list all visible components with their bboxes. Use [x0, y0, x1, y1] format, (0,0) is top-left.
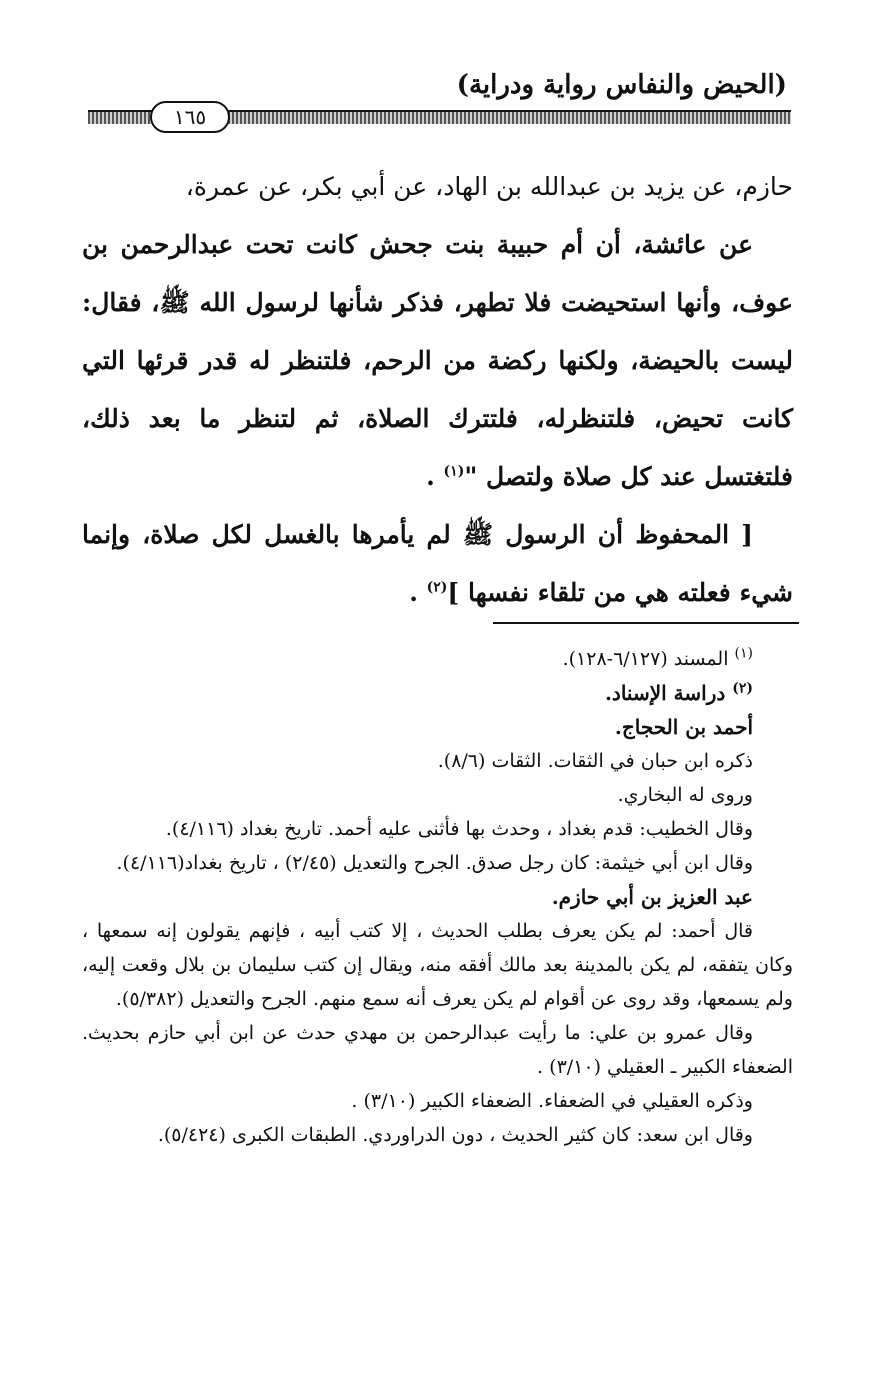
footnote-line: وقال ابن سعد: كان كثير الحديث ، دون الدراوردي. الطبقات الكبرى (٥/٤٢٤). — [157, 1124, 753, 1146]
footnotes — [82, 642, 793, 1152]
footnote-line: وقال ابن أبي خيثمة: كان رجل صدق. الجرح والتعديل (٢/٤٥) ، تاريخ بغداد(٤/١١٦). — [116, 852, 753, 874]
footnote-line: وروى له البخاري. — [617, 784, 753, 806]
narrator-heading-2: عبد العزيز بن أبي حازم. — [551, 885, 753, 909]
page-number: ١٦٥ — [150, 101, 230, 133]
footnote-1: $^{(١)}$ المسند (٦/١٢٧-١٢٨). — [562, 645, 753, 670]
main-paragraph-2: عن عائشة، أن أم حبيبة بنت جحش كانت تحت عبدالرحمن بن عوف، وأنها استحيضت فلا تطهر، فذكر شأنها لرسول الله ﷺ، فقال: ليست بالحيضة، ولكنها ركضة من الرحم، فلتنظر له قدر قرئها التي كانت تحيض، فلتنظرله، فلتترك الصلاة، ثم لتنظر ما بعد ذلك، فلتغتسل عند كل صلاة ولتصل "$^{(١)}$ . — [82, 230, 793, 491]
footnote-line: وقال عمرو بن علي: ما رأيت عبدالرحمن بن مهدي حدث عن ابن أبي حازم بحديث. الضعفاء الكبير ـ العقيلي (٣/١٠) . — [82, 1022, 793, 1078]
footnote-line: وقال الخطيب: قدم بغداد ، وحدث بها فأثنى عليه أحمد. تاريخ بغداد (٤/١١٦). — [165, 818, 753, 840]
main-text — [82, 158, 793, 622]
main-paragraph-1: حازم، عن يزيد بن عبدالله بن الهاد، عن أبي بكر، عن عمرة، — [185, 172, 793, 201]
footnote-line: وذكره العقيلي في الضعفاء. الضعفاء الكبير (٣/١٠) . — [351, 1090, 753, 1112]
footnote-marker-1: (١) — [443, 463, 465, 480]
footnote-marker-2: (٢) — [426, 579, 448, 596]
footnote-separator — [493, 622, 799, 624]
footnote-2: $^{(٢)}$ دراسة الإسناد. — [604, 680, 753, 705]
narrator-heading-1: أحمد بن الحجاج. — [614, 715, 753, 739]
footnote-line: قال أحمد: لم يكن يعرف بطلب الحديث ، إلا كتب أبيه ، فإنهم يقولون إنه سمعها ، وكان يتفقه، لم يكن بالمدينة بعد مالك أفقه منه، ويقال إن كتب سليمان بن بلال وقعت إليه، ولم يسمعها، وقد روى عن أقوام لم يكن يعرف أنه سمع منهم. الجرح والتعديل (٥/٣٨٢). — [82, 920, 793, 1010]
main-paragraph-3: [ المحفوظ أن الرسول ﷺ لم يأمرها بالغسل لكل صلاة، وإنما شيء فعلته هي من تلقاء نفسها ]$^{(٢)}$ . — [82, 520, 793, 607]
footnote-line: ذكره ابن حبان في الثقات. الثقات (٨/٦). — [437, 750, 753, 772]
running-header-title: (الحيض والنفاس رواية ودراية) — [456, 70, 787, 100]
